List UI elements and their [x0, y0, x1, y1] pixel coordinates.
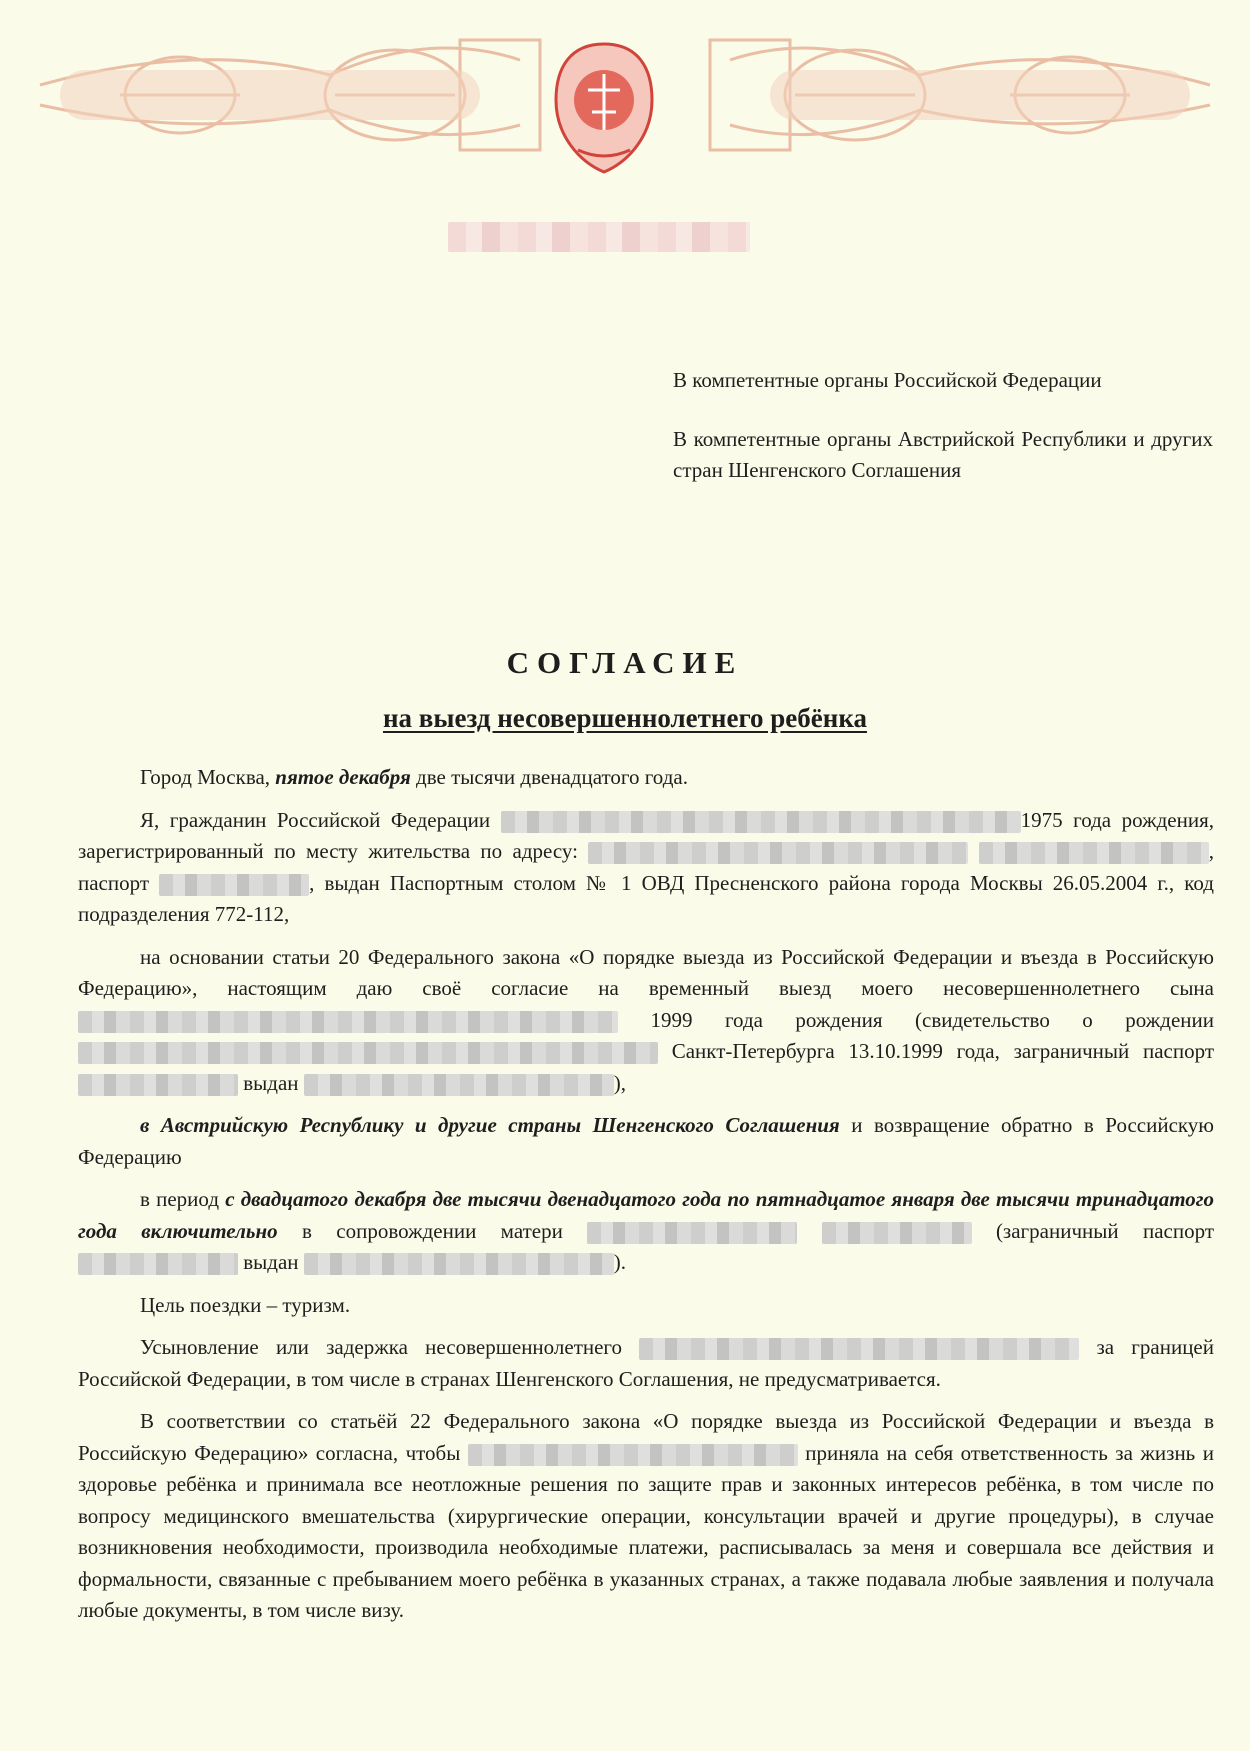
redacted-mother-passport — [78, 1253, 238, 1275]
addressee-russia: В компетентные органы Российской Федерации — [673, 368, 1102, 392]
paragraph-place-date: Город Москва, пятое декабря две тысячи двенадцатого года. — [140, 765, 688, 789]
redacted-notary-name — [448, 222, 750, 252]
paragraph-adoption: Усыновление или задержка несовершеннолетнего за границей Российской Федерации, в том числе в странах Шенгенского Соглашения, не предусматривается. — [78, 1335, 1214, 1391]
document-body — [78, 762, 1214, 1638]
notary-emblem-icon — [548, 38, 660, 178]
redacted-child-passport-issuer — [304, 1074, 614, 1096]
redacted-birth-certificate — [78, 1042, 658, 1064]
paragraph-period: в период с двадцатого декабря две тысячи двенадцатого года по пятнадцатое января две тысячи тринадцатого года включительно в сопровождении матери (заграничный паспорт выдан ). — [78, 1187, 1214, 1274]
addressee-block — [673, 365, 1213, 514]
redacted-address — [588, 842, 968, 864]
document-title: СОГЛАСИЕ — [506, 645, 744, 680]
redacted-child-name — [78, 1011, 618, 1033]
addressee-austria: В компетентные органы Австрийской Республики и других стран Шенгенского Соглашения — [673, 427, 1213, 482]
paragraph-declarant: Я, гражданин Российской Федерации 1975 года рождения, зарегистрированный по месту жительства по адресу: , паспорт , выдан Паспортным столом № 1 ОВД Пресненского района города Москвы 26.05.2004 г., код подразделения 772-112, — [78, 807, 1215, 926]
paragraph-purpose: Цель поездки – туризм. — [140, 1292, 351, 1317]
redacted-address-cont — [979, 842, 1209, 864]
paragraph-responsibility: В соответствии со статьёй 22 Федерального закона «О порядке выезда из Российской Федерации и въезда в Российскую Федерацию» согласна, чтобы приняла на себя ответственность за жизнь и здоровье ребёнка и принимала все неотложные решения по защите прав и законных интересов ребёнка, в том числе по вопросу медицинского вмешательства (хирургические операции, консультации врачей и другие процедуры), в случае возникновения необходимости, производила необходимые платежи, расписывалась за меня и совершала все действия и формальности, связанные с пребыванием моего ребёнка в указанных странах, а также подавала любые заявления и получала любые документы, в том числе визу. — [78, 1409, 1214, 1622]
redacted-child-passport — [78, 1074, 238, 1096]
redacted-mother-name — [587, 1222, 797, 1244]
redacted-mother-name-2 — [468, 1444, 798, 1466]
redacted-passport — [159, 874, 309, 896]
redacted-child-name-2 — [639, 1338, 1079, 1360]
redacted-mother-passport-issuer — [304, 1253, 614, 1275]
redacted-mother-name-cont — [822, 1222, 972, 1244]
document-subtitle: на выезд несовершеннолетнего ребёнка — [383, 703, 867, 733]
paragraph-consent: на основании статьи 20 Федерального закона «О порядке выезда из Российской Федерации и въезда в Российскую Федерацию», настоящим даю своё согласие на временный выезд моего несовершеннолетнего сына 1999 года рождения (свидетельство о рождении Санкт-Петербурга 13.10.1999 года, заграничный паспорт выдан ), — [78, 944, 1214, 1095]
paragraph-destination: в Австрийскую Республику и другие страны Шенгенского Соглашения и возвращение обратно в Российскую Федерацию — [78, 1113, 1215, 1169]
redacted-declarant-name — [501, 811, 1021, 833]
